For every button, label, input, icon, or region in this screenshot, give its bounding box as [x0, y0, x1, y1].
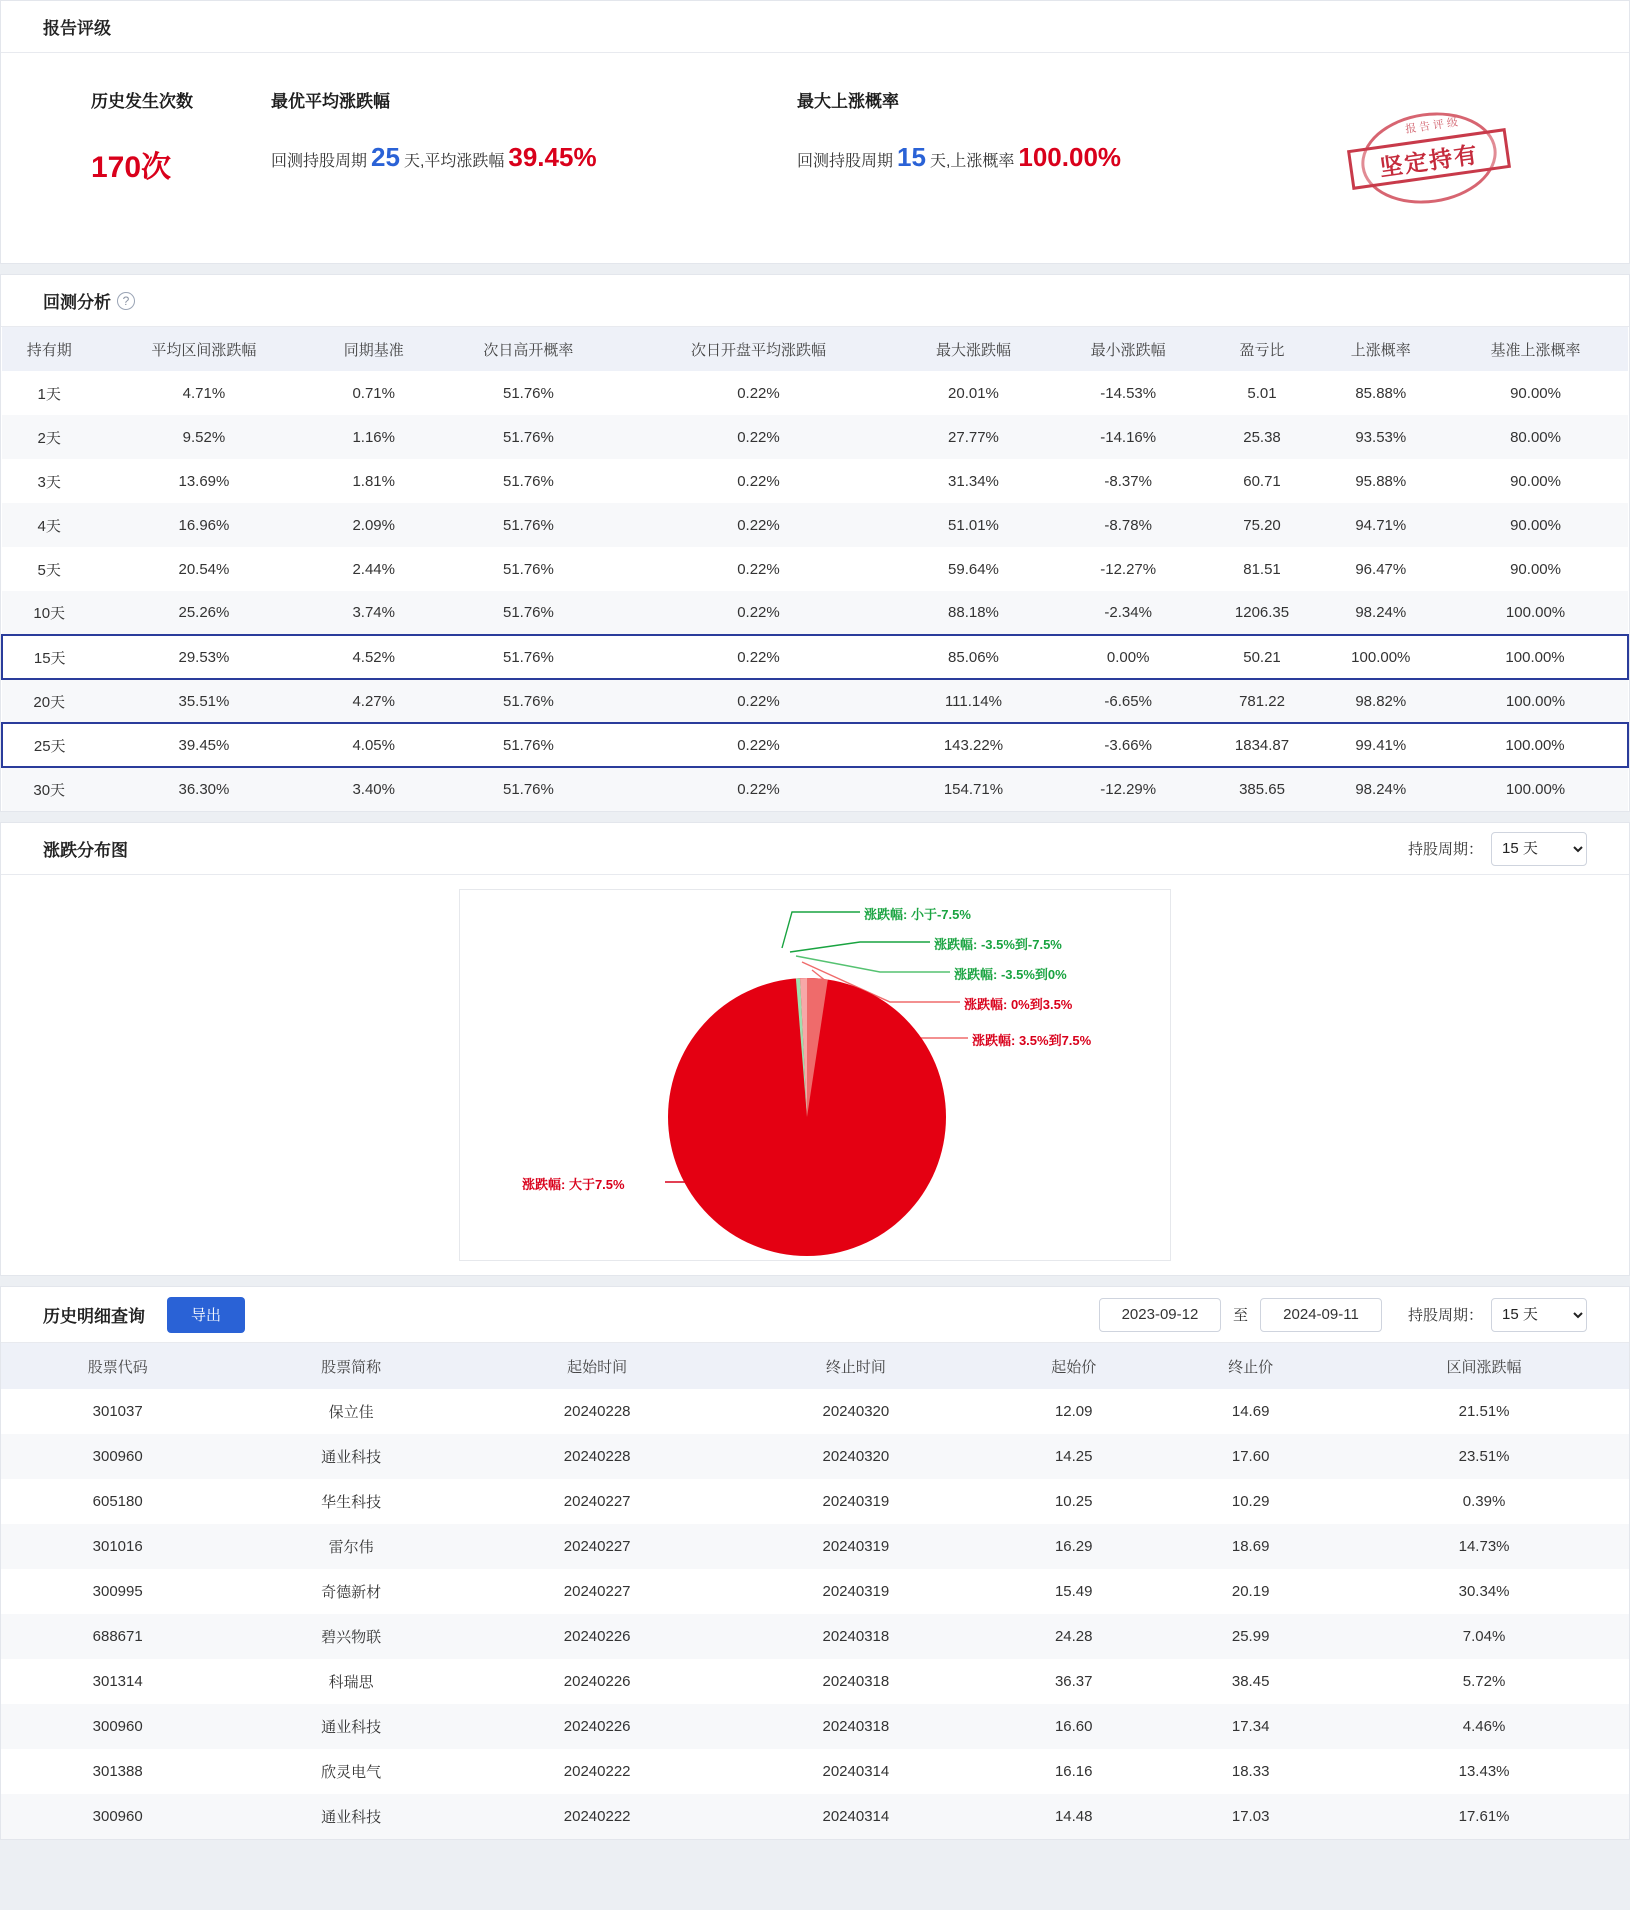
table-cell: 29.53% [96, 635, 311, 679]
col-max-change: 最大涨跌幅 [896, 327, 1051, 371]
pie-label-3: 涨跌幅: 0%到3.5% [964, 997, 1073, 1012]
max-prob-days: 15 [897, 142, 926, 172]
table-cell: 2.44% [352, 560, 395, 578]
chart-box [459, 889, 1171, 1261]
range-change: 30.34% [1458, 1583, 1510, 1600]
stock-name-link[interactable]: 碧兴物联 [234, 1614, 467, 1659]
table-cell: 90.00% [1510, 472, 1561, 490]
table-cell: 4.05% [311, 723, 436, 767]
end-date: 20240314 [727, 1794, 986, 1839]
start-date: 20240228 [468, 1434, 727, 1479]
best-avg-value: 39.45% [508, 142, 597, 172]
table-cell: 51.76% [436, 591, 621, 635]
table-row [2, 767, 1628, 811]
col-next-day-open-avg: 次日开盘平均涨跌幅 [621, 327, 896, 371]
table-cell: 9.52% [96, 415, 311, 459]
chart-title: 涨跌分布图 [43, 841, 128, 860]
table-cell: 98.24% [1319, 591, 1444, 635]
start-price: 16.29 [985, 1524, 1162, 1569]
table-cell: 0.22% [621, 415, 896, 459]
col-up-prob: 上涨概率 [1319, 327, 1444, 371]
table-cell: 85.06% [896, 635, 1051, 679]
chart-period-select[interactable] [1491, 832, 1587, 866]
stock-code: 300995 [92, 1583, 143, 1600]
table-row [1, 1704, 1629, 1749]
end-date: 20240318 [822, 1673, 890, 1690]
table-cell: 4.27% [311, 679, 436, 723]
end-price: 38.45 [1231, 1673, 1270, 1690]
col-start-price: 起始价 [985, 1343, 1162, 1389]
stock-name-link[interactable]: 通业科技 [234, 1434, 467, 1479]
table-cell: 88.18% [896, 591, 1051, 635]
table-cell: 51.76% [502, 384, 554, 402]
table-row [1, 1524, 1629, 1569]
best-avg-label: 最优平均涨跌幅 [271, 92, 390, 111]
table-row [2, 723, 1628, 767]
pie-label-4: 涨跌幅: 3.5%到7.5% [972, 1033, 1092, 1048]
history-card [0, 1286, 1630, 1840]
table-cell: 75.20 [1206, 503, 1319, 547]
start-date: 20240227 [563, 1493, 631, 1510]
table-cell: -2.34% [1051, 591, 1206, 635]
table-cell: 0.22% [621, 503, 896, 547]
end-date: 20240319 [822, 1493, 890, 1510]
table-row [2, 591, 1628, 635]
start-price: 16.60 [985, 1704, 1162, 1749]
end-date: 20240319 [727, 1524, 986, 1569]
col-next-day-gap-prob: 次日高开概率 [436, 327, 621, 371]
best-avg-days: 25 [371, 142, 400, 172]
backtest-header-row [2, 327, 1628, 371]
table-cell: 80.00% [1443, 415, 1628, 459]
table-cell: 98.82% [1319, 679, 1444, 723]
table-cell: 13.69% [178, 472, 230, 490]
start-date: 20240226 [468, 1704, 727, 1749]
table-cell: -6.65% [1051, 679, 1206, 723]
stock-name-link[interactable]: 欣灵电气 [321, 1764, 382, 1781]
table-cell: 51.76% [436, 635, 621, 679]
table-row [1, 1434, 1629, 1479]
col-end-price: 终止价 [1162, 1343, 1339, 1389]
chart-period-selector-wrap [1408, 832, 1587, 866]
table-cell: 100.00% [1443, 723, 1628, 767]
table-cell: 51.76% [502, 472, 554, 490]
max-prob-value: 100.00% [1018, 142, 1122, 172]
table-cell: 0.71% [352, 384, 395, 402]
stock-code: 301388 [92, 1763, 143, 1780]
end-date-input[interactable] [1260, 1298, 1382, 1332]
rating-card-header [1, 1, 1629, 53]
end-date: 20240320 [727, 1434, 986, 1479]
table-cell: 25.26% [96, 591, 311, 635]
chart-card-header [1, 823, 1629, 875]
pie-label-1: 涨跌幅: -3.5%到-7.5% [934, 937, 1062, 952]
table-cell: 98.24% [1319, 767, 1444, 811]
rating-card [0, 0, 1630, 264]
range-change: 21.51% [1458, 1403, 1510, 1420]
rating-stamp [1349, 109, 1509, 207]
table-cell: -3.66% [1051, 723, 1206, 767]
table-cell: 3.40% [311, 767, 436, 811]
start-date: 20240228 [563, 1403, 631, 1420]
table-cell: 1206.35 [1206, 591, 1319, 635]
range-change: 5.72% [1462, 1673, 1506, 1690]
table-cell: 1天 [37, 385, 61, 403]
stock-name-link[interactable]: 华生科技 [321, 1494, 382, 1511]
history-period-label: 持股周期： [1407, 1307, 1483, 1324]
table-cell: 51.76% [436, 723, 621, 767]
stock-name-link[interactable]: 通业科技 [234, 1794, 467, 1839]
table-cell: -12.29% [1051, 767, 1206, 811]
col-stock-name: 股票简称 [234, 1343, 467, 1389]
table-row [1, 1569, 1629, 1614]
table-row [2, 503, 1628, 547]
table-cell: 51.01% [896, 503, 1051, 547]
range-change: 0.39% [1462, 1493, 1506, 1510]
table-cell: 1.81% [352, 472, 395, 490]
occurrence-value: 170次 [91, 151, 172, 184]
backtest-card [0, 274, 1630, 812]
table-cell: 3天 [37, 473, 61, 491]
end-date: 20240318 [727, 1614, 986, 1659]
table-cell: 0.22% [737, 560, 780, 578]
start-price: 36.37 [1054, 1673, 1093, 1690]
table-row [2, 415, 1628, 459]
export-button[interactable]: 导出 [167, 1297, 245, 1333]
start-date-input[interactable] [1099, 1298, 1221, 1332]
table-cell: 93.53% [1319, 415, 1444, 459]
table-cell: 90.00% [1443, 503, 1628, 547]
table-cell: -14.53% [1100, 384, 1157, 402]
backtest-card-header [1, 275, 1629, 327]
table-row [1, 1794, 1629, 1839]
table-cell: 35.51% [96, 679, 311, 723]
table-row [1, 1659, 1629, 1704]
table-cell: 51.76% [436, 503, 621, 547]
table-cell: -8.78% [1051, 503, 1206, 547]
end-price: 18.69 [1162, 1524, 1339, 1569]
table-cell: 1834.87 [1206, 723, 1319, 767]
start-date: 20240227 [563, 1583, 631, 1600]
backtest-table-body [2, 371, 1628, 811]
end-price: 14.69 [1231, 1403, 1270, 1420]
table-row [2, 459, 1628, 503]
stock-name-link[interactable]: 通业科技 [234, 1704, 467, 1749]
table-cell: 25天 [2, 723, 96, 767]
start-date: 20240226 [468, 1614, 727, 1659]
table-cell: 15天 [2, 635, 96, 679]
col-avg-range-change: 平均区间涨跌幅 [96, 327, 311, 371]
stock-code: 688671 [1, 1614, 234, 1659]
backtest-table [1, 327, 1629, 811]
table-row [2, 547, 1628, 591]
table-cell: 85.88% [1355, 384, 1407, 402]
table-cell: -14.16% [1051, 415, 1206, 459]
start-date: 20240226 [563, 1673, 631, 1690]
table-cell: 111.14% [896, 679, 1051, 723]
stamp-top-text: 报告评级 [1404, 116, 1462, 136]
table-cell: 2天 [2, 415, 96, 459]
table-cell: 100.00% [1443, 635, 1628, 679]
table-cell: 50.21 [1206, 635, 1319, 679]
stock-name-link[interactable]: 保立佳 [328, 1404, 374, 1421]
end-date: 20240320 [822, 1403, 890, 1420]
col-benchmark: 同期基准 [311, 327, 436, 371]
start-price: 10.25 [1054, 1493, 1093, 1510]
table-row [1, 1614, 1629, 1659]
table-cell: 20天 [2, 679, 96, 723]
table-cell: 0.22% [621, 591, 896, 635]
col-holding-period: 持有期 [2, 327, 96, 371]
start-date: 20240222 [563, 1763, 631, 1780]
stock-code: 301037 [92, 1403, 143, 1420]
table-row [1, 1389, 1629, 1434]
chart-period-label: 持股周期： [1407, 841, 1483, 858]
table-cell: 60.71 [1243, 472, 1281, 490]
table-cell: 0.00% [1051, 635, 1206, 679]
col-stock-code: 股票代码 [1, 1343, 234, 1389]
range-change: 13.43% [1458, 1763, 1510, 1780]
table-cell: 39.45% [96, 723, 311, 767]
end-date: 20240318 [727, 1704, 986, 1749]
end-date: 20240314 [822, 1763, 890, 1780]
table-cell: 4天 [2, 503, 96, 547]
max-prob-prefix: 回测持股周期 [797, 153, 894, 170]
table-cell: 100.00% [1443, 767, 1628, 811]
chart-area [1, 875, 1629, 1275]
table-row [1, 1749, 1629, 1794]
start-price: 14.25 [985, 1434, 1162, 1479]
col-end-date: 终止时间 [727, 1343, 986, 1389]
stock-code: 300960 [1, 1434, 234, 1479]
col-range-change: 区间涨跌幅 [1339, 1343, 1629, 1389]
history-header-row [1, 1343, 1629, 1389]
table-cell: 16.96% [96, 503, 311, 547]
table-cell: 36.30% [96, 767, 311, 811]
table-cell: 100.00% [1443, 679, 1628, 723]
range-change: 7.04% [1339, 1614, 1629, 1659]
pie-label-0: 涨跌幅: 小于-7.5% [864, 907, 971, 922]
pie-label-2: 涨跌幅: -3.5%到0% [954, 967, 1067, 982]
table-cell: 4.71% [182, 384, 226, 402]
table-cell: 27.77% [896, 415, 1051, 459]
history-table [1, 1343, 1629, 1839]
max-prob-value-line [797, 142, 1231, 173]
start-price: 15.49 [1054, 1583, 1093, 1600]
start-price: 14.48 [985, 1794, 1162, 1839]
table-cell: 30天 [2, 767, 96, 811]
table-cell: 5天 [37, 561, 61, 579]
start-date: 20240227 [468, 1524, 727, 1569]
date-range-separator: 至 [1232, 1307, 1248, 1324]
max-prob-mid: 天,上涨概率 [929, 153, 1015, 170]
end-price: 17.34 [1162, 1704, 1339, 1749]
table-cell: 25.38 [1206, 415, 1319, 459]
end-price: 25.99 [1162, 1614, 1339, 1659]
stock-code: 301016 [1, 1524, 234, 1569]
range-change: 23.51% [1339, 1434, 1629, 1479]
table-cell: 385.65 [1206, 767, 1319, 811]
range-change: 14.73% [1339, 1524, 1629, 1569]
history-card-header [1, 1287, 1629, 1343]
stock-code: 605180 [92, 1493, 143, 1510]
stock-name-link[interactable]: 雷尔伟 [234, 1524, 467, 1569]
table-row [2, 635, 1628, 679]
best-avg-value-line [271, 142, 771, 173]
col-min-change: 最小涨跌幅 [1051, 327, 1206, 371]
table-cell: 0.22% [621, 635, 896, 679]
table-cell: 0.22% [621, 723, 896, 767]
best-avg-mid: 天,平均涨跌幅 [403, 153, 505, 170]
table-cell: 10天 [2, 591, 96, 635]
stock-name-link[interactable]: 科瑞思 [328, 1674, 374, 1691]
table-cell: 143.22% [896, 723, 1051, 767]
table-cell: 154.71% [896, 767, 1051, 811]
stock-name-link[interactable]: 奇德新材 [321, 1584, 382, 1601]
table-row [2, 371, 1628, 415]
max-prob-block [781, 87, 1231, 173]
table-cell: 0.22% [621, 679, 896, 723]
table-cell: 51.76% [436, 679, 621, 723]
table-cell: 2.09% [311, 503, 436, 547]
end-price: 10.29 [1231, 1493, 1270, 1510]
table-cell: 81.51 [1243, 560, 1281, 578]
table-cell: 100.00% [1319, 635, 1444, 679]
table-cell: 94.71% [1319, 503, 1444, 547]
table-cell: 5.01 [1247, 384, 1277, 402]
stock-code: 301314 [92, 1673, 143, 1690]
table-cell: 99.41% [1319, 723, 1444, 767]
table-cell: 31.34% [948, 472, 999, 490]
occurrence-block [43, 87, 261, 186]
best-avg-block [271, 87, 771, 173]
table-cell: 0.22% [737, 472, 780, 490]
table-cell: 20.01% [948, 384, 999, 402]
table-cell: 96.47% [1355, 560, 1407, 578]
start-price: 16.16 [1054, 1763, 1093, 1780]
col-benchmark-up-prob: 基准上涨概率 [1443, 327, 1628, 371]
table-cell: 95.88% [1355, 472, 1407, 490]
table-cell: 59.64% [948, 560, 999, 578]
col-start-date: 起始时间 [468, 1343, 727, 1389]
end-price: 17.60 [1162, 1434, 1339, 1479]
table-cell: 1.16% [311, 415, 436, 459]
start-price: 24.28 [985, 1614, 1162, 1659]
stamp-text: 坚定持有 [1347, 128, 1511, 190]
table-cell: -12.27% [1100, 560, 1157, 578]
table-cell: 4.52% [311, 635, 436, 679]
table-row [1, 1479, 1629, 1524]
rating-body [1, 53, 1629, 263]
start-price: 12.09 [1054, 1403, 1093, 1420]
history-period-select[interactable] [1491, 1298, 1587, 1332]
table-cell: 100.00% [1443, 591, 1628, 635]
range-change: 4.46% [1339, 1704, 1629, 1749]
table-row [2, 679, 1628, 723]
end-price: 17.03 [1162, 1794, 1339, 1839]
history-filters [1099, 1298, 1587, 1332]
question-icon[interactable]: ? [117, 292, 135, 310]
table-cell: 0.22% [621, 767, 896, 811]
table-cell: 90.00% [1510, 560, 1561, 578]
best-avg-prefix: 回测持股周期 [271, 153, 368, 170]
table-cell: 51.76% [502, 560, 554, 578]
end-price: 18.33 [1231, 1763, 1270, 1780]
table-cell: 3.74% [311, 591, 436, 635]
pie-label-5: 涨跌幅: 大于7.5% [522, 1177, 625, 1192]
col-profit-loss-ratio: 盈亏比 [1206, 327, 1319, 371]
table-cell: -8.37% [1104, 472, 1152, 490]
table-cell: 90.00% [1510, 384, 1561, 402]
start-date: 20240222 [468, 1794, 727, 1839]
pie-chart [668, 978, 946, 1256]
max-prob-label: 最大上涨概率 [797, 92, 899, 111]
end-price: 20.19 [1231, 1583, 1270, 1600]
end-date: 20240319 [822, 1583, 890, 1600]
table-cell: 20.54% [178, 560, 230, 578]
distribution-chart-card [0, 822, 1630, 1276]
history-title: 历史明细查询 [43, 1307, 145, 1326]
backtest-title: 回测分析 [43, 293, 111, 312]
table-cell: 51.76% [436, 767, 621, 811]
history-table-body [1, 1389, 1629, 1839]
occurrence-label: 历史发生次数 [91, 92, 193, 111]
table-cell: 51.76% [436, 415, 621, 459]
table-cell: 0.22% [737, 384, 780, 402]
rating-title: 报告评级 [43, 19, 111, 38]
stock-code: 300960 [1, 1704, 234, 1749]
table-cell: 781.22 [1206, 679, 1319, 723]
range-change: 17.61% [1339, 1794, 1629, 1839]
stock-code: 300960 [1, 1794, 234, 1839]
